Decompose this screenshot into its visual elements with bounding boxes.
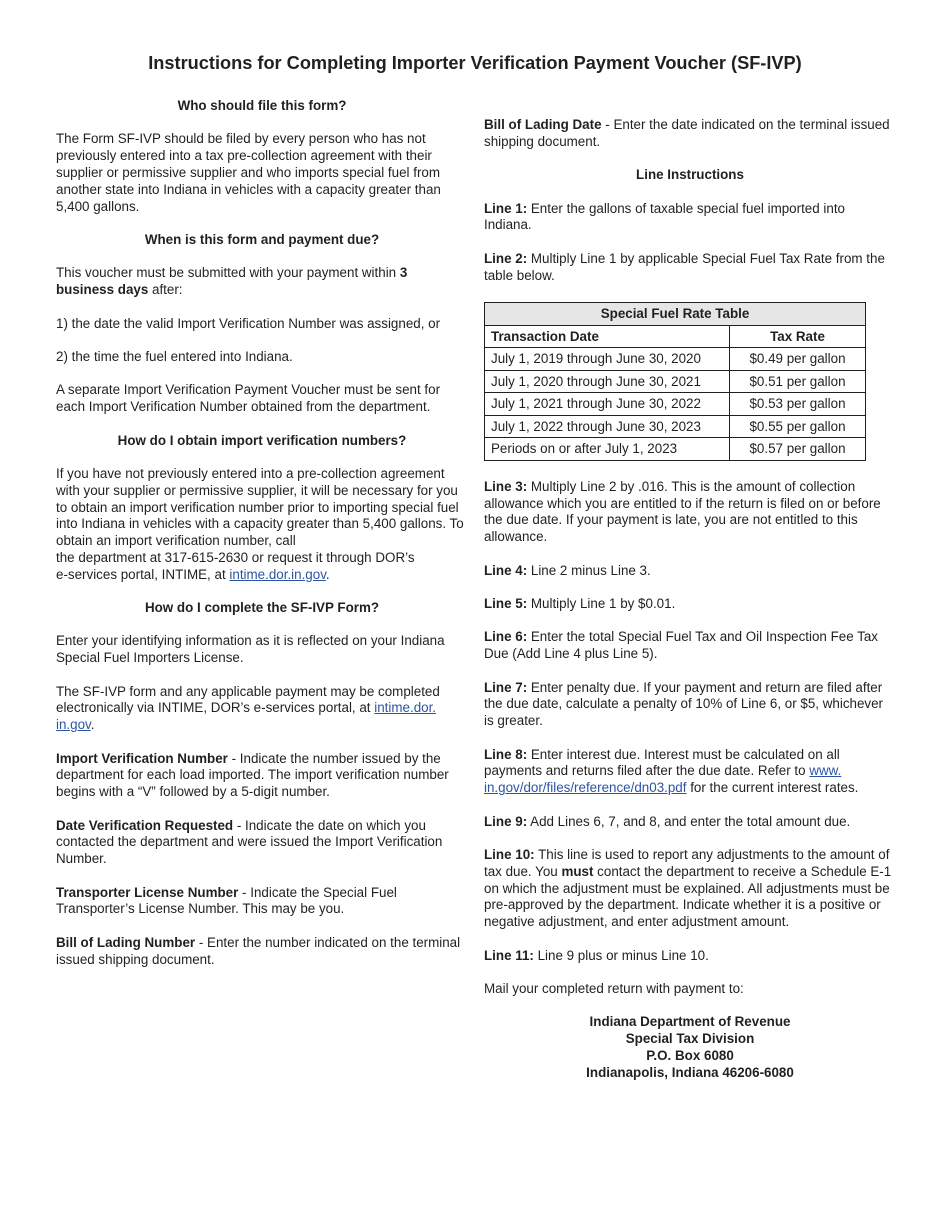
line-9 [484,814,896,831]
line-6-text: Enter the total Special Fuel Tax and Oil Inspection Fee Tax Due (Add Line 4 plus Line 5). [484,629,878,662]
tln-instruction [56,885,468,919]
table-cell-date: July 1, 2022 through June 30, 2023 [485,415,730,438]
table-cell-rate: $0.51 per gallon [730,370,866,393]
bld-label: Bill of Lading Date [484,117,602,132]
mailing-address [484,1014,896,1081]
who-body: The Form SF-IVP should be filed by every person who has not previously entered into a tax pre-collection agreement with their supplier or permissive supplier and who imports special fuel from another state into Indiana in vehicles with a capacity greater than 5,400 gallons. [56,131,441,214]
line-instructions-heading: Line Instructions [636,167,744,183]
right-column [484,117,896,1082]
line-11 [484,948,896,965]
line-2-text: Multiply Line 1 by applicable Special Fuel Tax Rate from the table below. [484,250,885,283]
table-cell-date: July 1, 2021 through June 30, 2022 [485,393,730,416]
line-8-end: for the current interest rates. [686,780,859,796]
obtain-heading: How do I obtain import verification numbers? [117,432,407,448]
line-1-label: Line 1: [484,200,528,216]
who-heading: Who should file this form? [177,98,347,113]
table-cell-rate: $0.53 per gallon [730,393,866,416]
dvr-label: Date Verification Requested [56,817,234,833]
table-row [485,393,866,416]
line-1-text: Enter the gallons of taxable special fuel imported into Indiana. [484,200,846,233]
when-body-text: This voucher must be submitted with your payment within [56,265,400,281]
line-3-label: Line 3: [484,478,528,494]
line-5 [484,596,896,613]
table-row [485,348,866,371]
line-4 [484,563,896,580]
line-10-must: must [561,863,594,879]
interest-link-part-a: www. [809,763,842,779]
obtain-body [56,466,468,584]
complete-body-2 [56,684,468,734]
line-2-label: Line 2: [484,250,528,266]
line-3-text: Multiply Line 2 by .016. This is the amount of collection allowance which you are entitled to if the return is filed on or before the due date. If your payment is late, you are not entitled to this allowance. [484,478,881,545]
table-cell-rate: $0.49 per gallon [730,348,866,371]
table-row [485,415,866,438]
line-5-text: Multiply Line 1 by $0.01. [527,596,676,612]
when-body [56,265,468,299]
line-5-label: Line 5: [484,596,528,612]
ivn-instruction [56,751,468,801]
tln-text: - Indicate the Special Fuel Transporter’s License Number. This may be you. [56,884,397,917]
when-item-1: 1) the date the valid Import Verification Number was assigned, or [56,315,441,331]
line-4-label: Line 4: [484,562,528,578]
table-row [485,370,866,393]
complete-heading: How do I complete the SF-IVP Form? [144,600,380,616]
obtain-body-2: the department at 317-615-2630 or request it through DOR’s [56,549,415,565]
tln-label: Transporter License Number [56,884,239,900]
line-3 [484,479,896,546]
table-caption: Special Fuel Rate Table [485,303,866,326]
line-8 [484,747,896,797]
line-7 [484,680,896,730]
line-7-label: Line 7: [484,679,528,695]
line-10-text-b: contact the department to receive a Schedule E-1 on which the adjustment must be explained. All adjustments must be pre-approved by the department. Indicate whether it is a positive or negative adjustment, and enter adjustment amount. [484,863,892,930]
mail-instruction: Mail your completed return with payment to: [484,980,744,996]
intime-link[interactable]: intime.dor.in.gov [229,566,326,582]
obtain-body-1: If you have not previously entered into a pre-collection agreement with your supplier or permissive supplier, it will be necessary for you to obtain an import verification number prior to importing special fuel into Indiana in vehicles with a capacity greater than 5,400 gallons. To obtain an import verification number, call [56,465,464,549]
bld-text: - Enter the date indicated on the terminal issued shipping document. [484,117,890,149]
line-10-text-a: This line is used to report any adjustments to the amount of tax due. You [484,846,890,879]
complete-body-2-text: The SF-IVP form and any applicable payment may be completed electronically via INTIME, DOR’s e-services portal, at [56,683,440,716]
table-cell-rate: $0.57 per gallon [730,438,866,461]
obtain-body-3: e-services portal, INTIME, at [56,566,230,582]
address-line: Special Tax Division [625,1031,755,1047]
when-body-bold: 3 business days [56,265,408,298]
table-cell-rate: $0.55 per gallon [730,415,866,438]
line-11-text: Line 9 plus or minus Line 10. [533,947,709,963]
bln-label: Bill of Lading Number [56,934,196,950]
line-6-label: Line 6: [484,629,528,645]
when-item-2: 2) the time the fuel entered into Indiana. [56,348,293,364]
line-8-label: Line 8: [484,746,528,762]
table-header-transaction-date: Transaction Date [485,325,730,348]
interest-link-part-b: in.gov/dor/files/reference/dn03.pdf [484,780,687,796]
line-9-text: Add Lines 6, 7, and 8, and enter the total amount due. [527,813,851,829]
dvr-instruction [56,818,468,868]
table-header-tax-rate: Tax Rate [730,325,866,348]
when-body-end: after: [148,282,183,298]
line-4-text: Line 2 minus Line 3. [527,562,651,578]
ivn-label: Import Verification Number [56,750,228,766]
address-line: Indianapolis, Indiana 46206-6080 [586,1064,794,1080]
line-6 [484,629,896,663]
ivn-text: - Indicate the number issued by the department for each load imported. The import verification number begins with a “V” followed by a 5-digit number. [56,750,449,800]
line-7-text: Enter penalty due. If your payment and return are filed after the due date, calculate a penalty of 10% of Line 6, or $5, whichever is greater. [484,679,884,729]
table-cell-date: July 1, 2020 through June 30, 2021 [485,370,730,393]
complete-end: . [90,717,95,733]
line-1 [484,201,896,235]
table-row [485,438,866,461]
line-2 [484,251,896,285]
line-10 [484,847,896,931]
special-fuel-rate-table [484,302,866,461]
line-9-label: Line 9: [484,813,528,829]
line-8-text: Enter interest due. Interest must be calculated on all payments and returns filed after the due date. Refer to [484,746,840,779]
dvr-text: - Indicate the date on which you contacted the department and were issued the Import Verification Number. [56,817,443,867]
bld-instruction [484,117,896,151]
left-column [56,98,468,985]
table-cell-date: Periods on or after July 1, 2023 [485,438,730,461]
address-line: Indiana Department of Revenue [589,1014,791,1030]
address-line: P.O. Box 6080 [646,1047,734,1063]
bln-text: - Enter the number indicated on the terminal issued shipping document. [56,934,461,967]
bln-instruction [56,935,468,969]
complete-body-1: Enter your identifying information as it is reflected on your Indiana Special Fuel Importers License. [56,633,445,666]
intime-link-2-part-a: intime.dor. [374,700,437,716]
line-11-label: Line 11: [484,947,534,963]
line-10-label: Line 10: [484,846,535,862]
when-separate: A separate Import Verification Payment Voucher must be sent for each Import Verification Number obtained from the department. [56,382,441,415]
table-cell-date: July 1, 2019 through June 30, 2020 [485,348,730,371]
obtain-end: . [325,566,330,582]
intime-link-2-part-b: in.gov [56,717,91,733]
page-title: Instructions for Completing Importer Verification Payment Voucher (SF-IVP) [148,53,802,73]
when-heading: When is this form and payment due? [144,231,380,247]
